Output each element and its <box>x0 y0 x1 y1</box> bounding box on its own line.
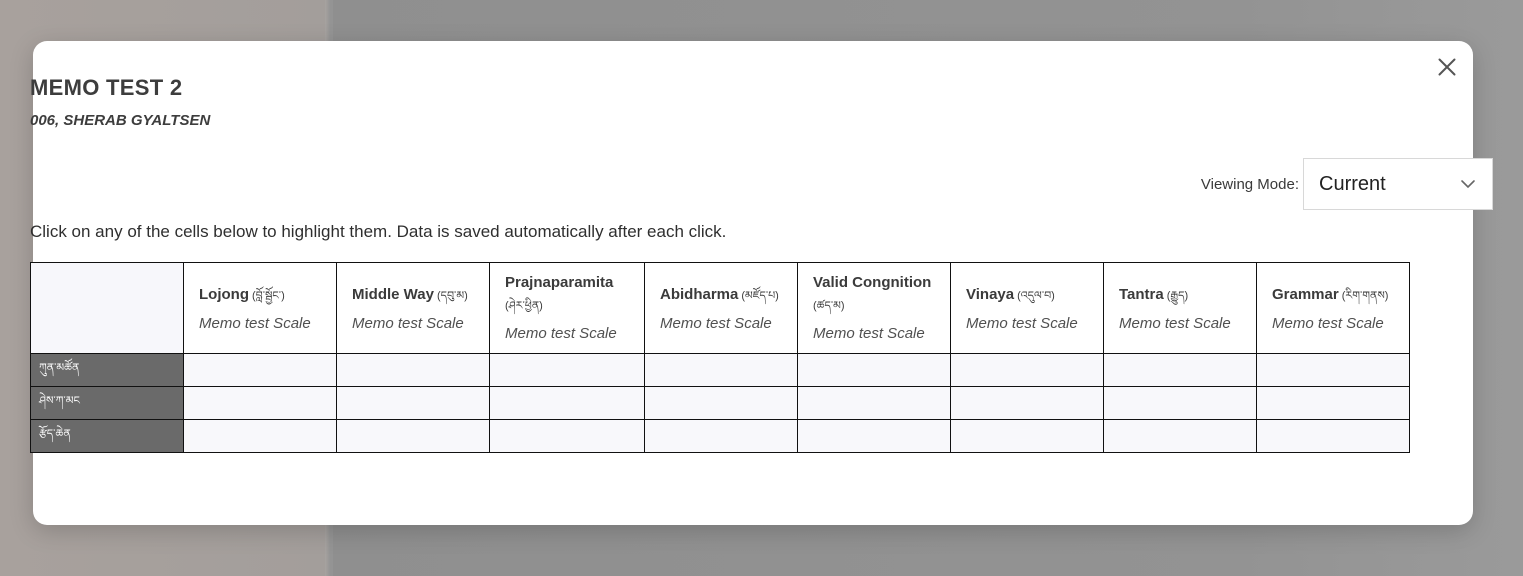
corner-cell <box>31 263 184 354</box>
header-row <box>31 263 1410 354</box>
column-scale: Memo test Scale <box>1119 314 1231 332</box>
close-icon <box>1438 58 1456 76</box>
grid-cell[interactable] <box>645 387 798 420</box>
grid-cell[interactable] <box>951 354 1104 387</box>
grid-cell[interactable] <box>184 354 337 387</box>
grid-cell[interactable] <box>1104 354 1257 387</box>
column-scale: Memo test Scale <box>660 314 772 332</box>
student-subtitle: 006, SHERAB GYALTSEN <box>30 112 211 129</box>
column-tibetan: (རྒྱུད) <box>1166 289 1189 302</box>
viewing-mode-control <box>1201 158 1493 210</box>
grid-cell[interactable] <box>1257 354 1410 387</box>
column-name: Middle Way <box>352 285 434 303</box>
grid-cell[interactable] <box>490 420 645 453</box>
column-header <box>798 263 951 354</box>
grid-cell[interactable] <box>1104 387 1257 420</box>
column-name: Grammar <box>1272 285 1339 303</box>
column-name: Vinaya <box>966 285 1015 303</box>
column-tibetan: (མཛོད་པ) <box>741 289 779 302</box>
column-scale: Memo test Scale <box>199 314 311 332</box>
column-tibetan: (འདུལ་བ) <box>1017 289 1055 302</box>
row-header: རྩོད་ཆེན <box>31 420 184 453</box>
grid-cell[interactable] <box>184 387 337 420</box>
grid-cell[interactable] <box>490 354 645 387</box>
grid-cell[interactable] <box>337 354 490 387</box>
table-row <box>31 354 1410 387</box>
column-scale: Memo test Scale <box>352 314 464 332</box>
column-header <box>1257 263 1410 354</box>
column-scale: Memo test Scale <box>505 324 617 342</box>
table-row <box>31 387 1410 420</box>
column-scale: Memo test Scale <box>966 314 1078 332</box>
viewing-mode-select[interactable] <box>1303 158 1493 210</box>
grid-cell[interactable] <box>951 387 1104 420</box>
grid-cell[interactable] <box>337 420 490 453</box>
column-header <box>951 263 1104 354</box>
column-header <box>1104 263 1257 354</box>
chevron-down-icon <box>1460 179 1476 189</box>
column-tibetan: (དབུ་མ) <box>436 289 468 302</box>
grid-cell[interactable] <box>951 420 1104 453</box>
table-row <box>31 420 1410 453</box>
viewing-mode-value: Current <box>1319 172 1386 195</box>
column-name: Abidharma <box>660 285 739 303</box>
column-name: Lojong <box>199 285 249 303</box>
grid-cell[interactable] <box>184 420 337 453</box>
column-tibetan: (རིག་གནས) <box>1341 289 1389 302</box>
column-tibetan: (བློ་སྦྱོང་) <box>251 289 285 302</box>
grid-cell[interactable] <box>1104 420 1257 453</box>
row-header: ཤེས་ཀ་མང <box>31 387 184 420</box>
row-header: ཀུན་མཚོན <box>31 354 184 387</box>
column-tibetan: (ཚད་མ) <box>813 299 845 312</box>
grid-cell[interactable] <box>798 420 951 453</box>
column-header <box>337 263 490 354</box>
column-name: Prajnaparamita <box>505 273 614 291</box>
column-header <box>184 263 337 354</box>
column-tibetan: (ཤེར་ཕྱིན) <box>505 299 543 312</box>
column-name: Tantra <box>1119 285 1164 303</box>
column-header <box>645 263 798 354</box>
column-header <box>490 263 645 354</box>
instructions-text: Click on any of the cells below to highlight them. Data is saved automatically after each click. <box>30 222 727 241</box>
memo-grid <box>30 262 1410 453</box>
grid-cell[interactable] <box>798 387 951 420</box>
column-scale: Memo test Scale <box>1272 314 1384 332</box>
grid-cell[interactable] <box>645 420 798 453</box>
grid-cell[interactable] <box>645 354 798 387</box>
close-button[interactable] <box>1435 55 1459 79</box>
grid-cell[interactable] <box>1257 387 1410 420</box>
grid-cell[interactable] <box>490 387 645 420</box>
grid-cell[interactable] <box>798 354 951 387</box>
column-name: Valid Congnition <box>813 273 932 291</box>
column-scale: Memo test Scale <box>813 324 925 342</box>
grid-cell[interactable] <box>337 387 490 420</box>
page-title: MEMO TEST 2 <box>30 75 183 100</box>
viewing-mode-label: Viewing Mode: <box>1200 175 1299 193</box>
grid-cell[interactable] <box>1257 420 1410 453</box>
